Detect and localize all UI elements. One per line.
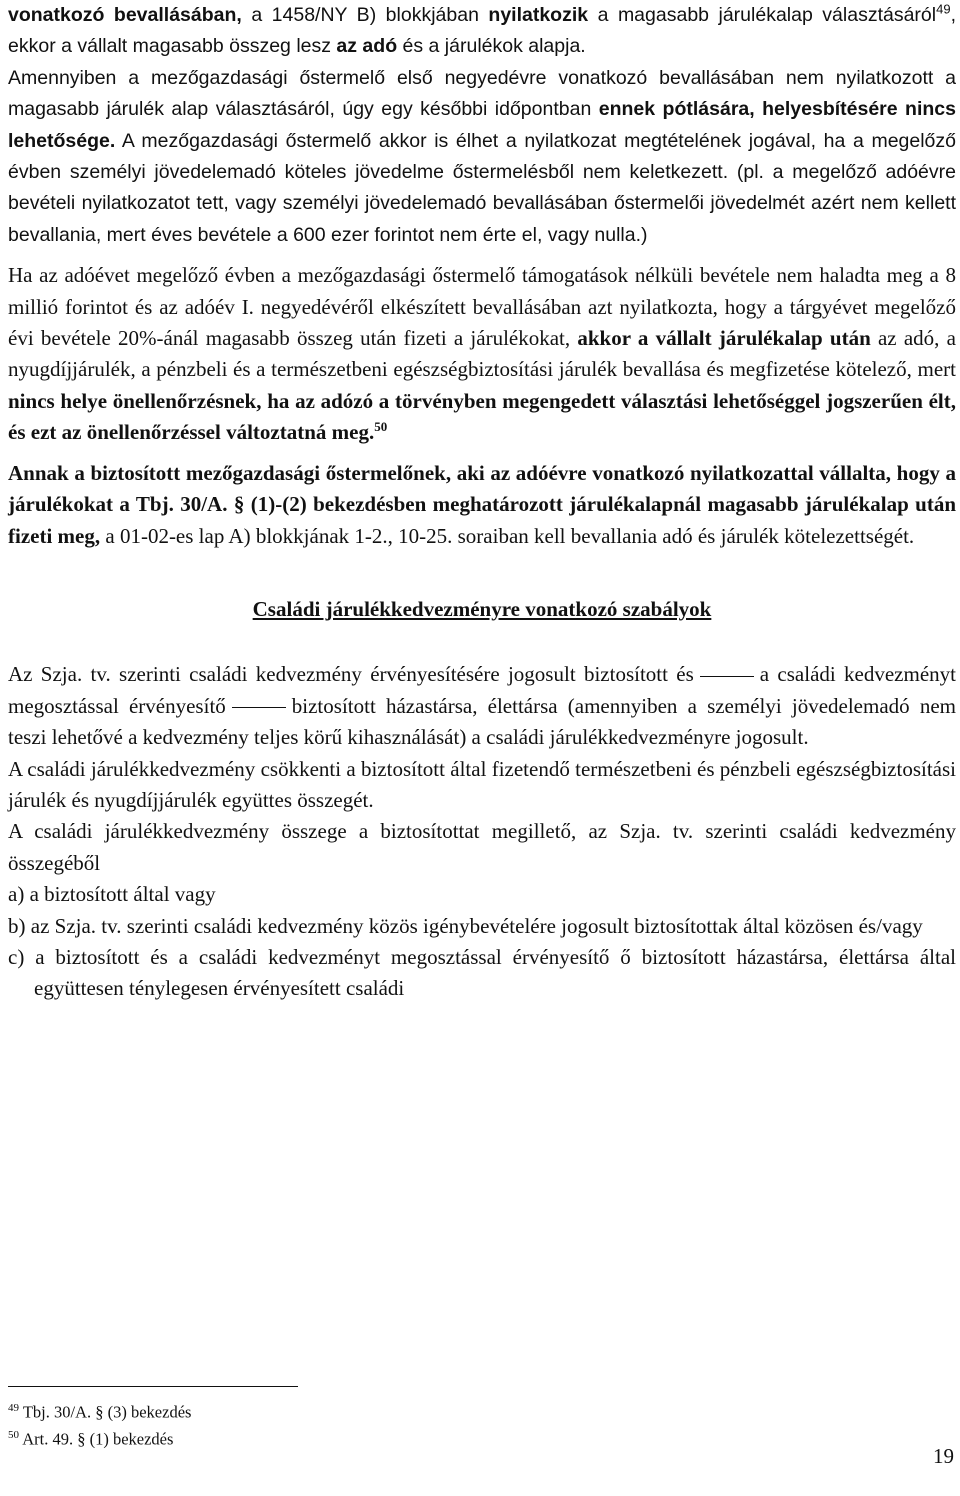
bold-text: ennek pótlására, helyesbítésére nincs lehetősége.: [8, 98, 956, 152]
footnote-50: [8, 1424, 956, 1451]
paragraph-6: A családi járulékkedvezmény csökkenti a biztosított által fizetendő természetbeni és pénzbeli egészségbiztosítási járulék és nyugdíjjárulék együttes összegét.: [8, 756, 956, 812]
footnote-number: 49: [8, 1402, 19, 1414]
text-run: Amennyiben a mezőgazdasági őstermelő első negyedévre vonatkozó bevallásában nem nyilatkozott a magasabb járulék alap választásáról, úgy egy későbbi időpontban: [8, 66, 956, 121]
paragraph-1: [8, 0, 956, 63]
em-dash-line: [700, 676, 754, 677]
footnote-separator: [8, 1386, 298, 1387]
footnote-text: Art. 49. § (1) bekezdés: [22, 1429, 174, 1448]
list-item-c: c) a biztosított és a családi kedvezményt megosztással érvényesítő ő biztosított házastársa, élettársa által együttesen ténylegesen érvényesített családi: [8, 944, 956, 1001]
paragraph-2: [8, 63, 956, 251]
bold-text: Annak a biztosított mezőgazdasági őstermelőnek, aki az adóévre vonatkozó nyilatkozattal vállalta, hogy a járulékokat a Tbj. 30/A. § (1)-(2) bekezdésben meghatározott járulékalapnál magasabb járulékalap után fizeti meg,: [8, 460, 956, 548]
bold-text: vonatkozó bevallásában,: [8, 4, 242, 26]
paragraph-4: [8, 458, 956, 552]
footnote-ref-50[interactable]: 50: [374, 419, 388, 435]
bold-text: akkor a vállalt járulékalap után: [577, 326, 871, 351]
paragraph-5: [8, 659, 956, 753]
page-number: 19: [933, 1444, 954, 1468]
footnote-49: [8, 1397, 956, 1424]
bold-text: nincs helye önellenőrzésnek, ha az adózó a törvényben megengedett választási lehetőséggel jogszerűen élt, és ezt az önellenőrzéssel változtatná meg.: [8, 388, 956, 445]
bold-text: nyilatkozik: [488, 4, 589, 26]
text-run: a 01-02-es lap A) blokkjának 1-2., 10-25. soraiban kell bevallania adó és járulék kötelezettségét.: [100, 523, 915, 548]
em-dash-line: [232, 707, 286, 708]
list-item-b: b) az Szja. tv. szerinti családi kedvezmény közös igénybevételére jogosult biztosítottak által közösen és/vagy: [8, 913, 923, 938]
section-heading: Családi járulékkedvezményre vonatkozó szabályok: [252, 596, 712, 621]
text-run: , ekkor a vállalt magasabb összeg lesz: [8, 4, 956, 58]
footnote-ref-49[interactable]: 49: [936, 1, 951, 17]
footnote-number: 50: [8, 1428, 19, 1441]
text-run: az adó, a nyugdíjjárulék, a pénzbeli és a természetbeni egészségbiztosítási járulék bevallása és megfizetése kötelező, mert: [8, 326, 956, 382]
text-run: a családi kedvezményt megosztással érvényesítő: [8, 662, 956, 718]
list-item-a: a) a biztosított által vagy: [8, 882, 216, 907]
paragraph-7: A családi járulékkedvezmény összege a biztosítottat megillető, az Szja. tv. szerinti családi kedvezmény összegéből: [8, 819, 956, 875]
paragraph-3: [8, 260, 956, 448]
text-run: biztosított házastársa, élettársa (amennyiben a személyi jövedelemadó nem teszi lehetővé a kedvezmény teljes körű kihasználását) a családi járulékkedvezményre jogosult.: [8, 693, 956, 750]
text-run: Az Szja. tv. szerinti családi kedvezmény érvényesítésére jogosult biztosított és: [8, 662, 694, 687]
text-run: és a járulékok alapja.: [397, 35, 586, 58]
text-run: Ha az adóévet megelőző évben a mezőgazdasági őstermelő támogatások nélküli bevétele nem haladta meg a 8 millió forintot és az adóév I. negyedévéről elkészített bevallásában azt nyilatkozta, hogy a tárgyévet megelőző évi bevétele 20%-ánál magasabb összeg után fizeti a járulékokat,: [8, 263, 956, 351]
footnote-text: Tbj. 30/A. § (3) bekezdés: [22, 1402, 192, 1422]
footnotes: [8, 1386, 956, 1450]
bold-text: az adó: [336, 35, 398, 58]
page-body: [8, 0, 956, 1005]
text-run: a 1458/NY B) blokkjában: [241, 4, 489, 26]
text-run: A mezőgazdasági őstermelő akkor is élhet a nyilatkozat megtételének jogával, ha a megelőző évben személyi jövedelemadó köteles jövedelme őstermelésből nem keletkezett. (pl. a megelőző adóévre bevételi nyilatkozatot tett, vagy személyi jövedelemadó bevallásában őstermelői jövedelmét azért nem kellett bevallania, mert éves bevétele a 600 ezer forintot nem érte el, vagy nulla.): [8, 129, 956, 246]
text-run: a magasabb járulékalap választásáról: [588, 4, 937, 26]
